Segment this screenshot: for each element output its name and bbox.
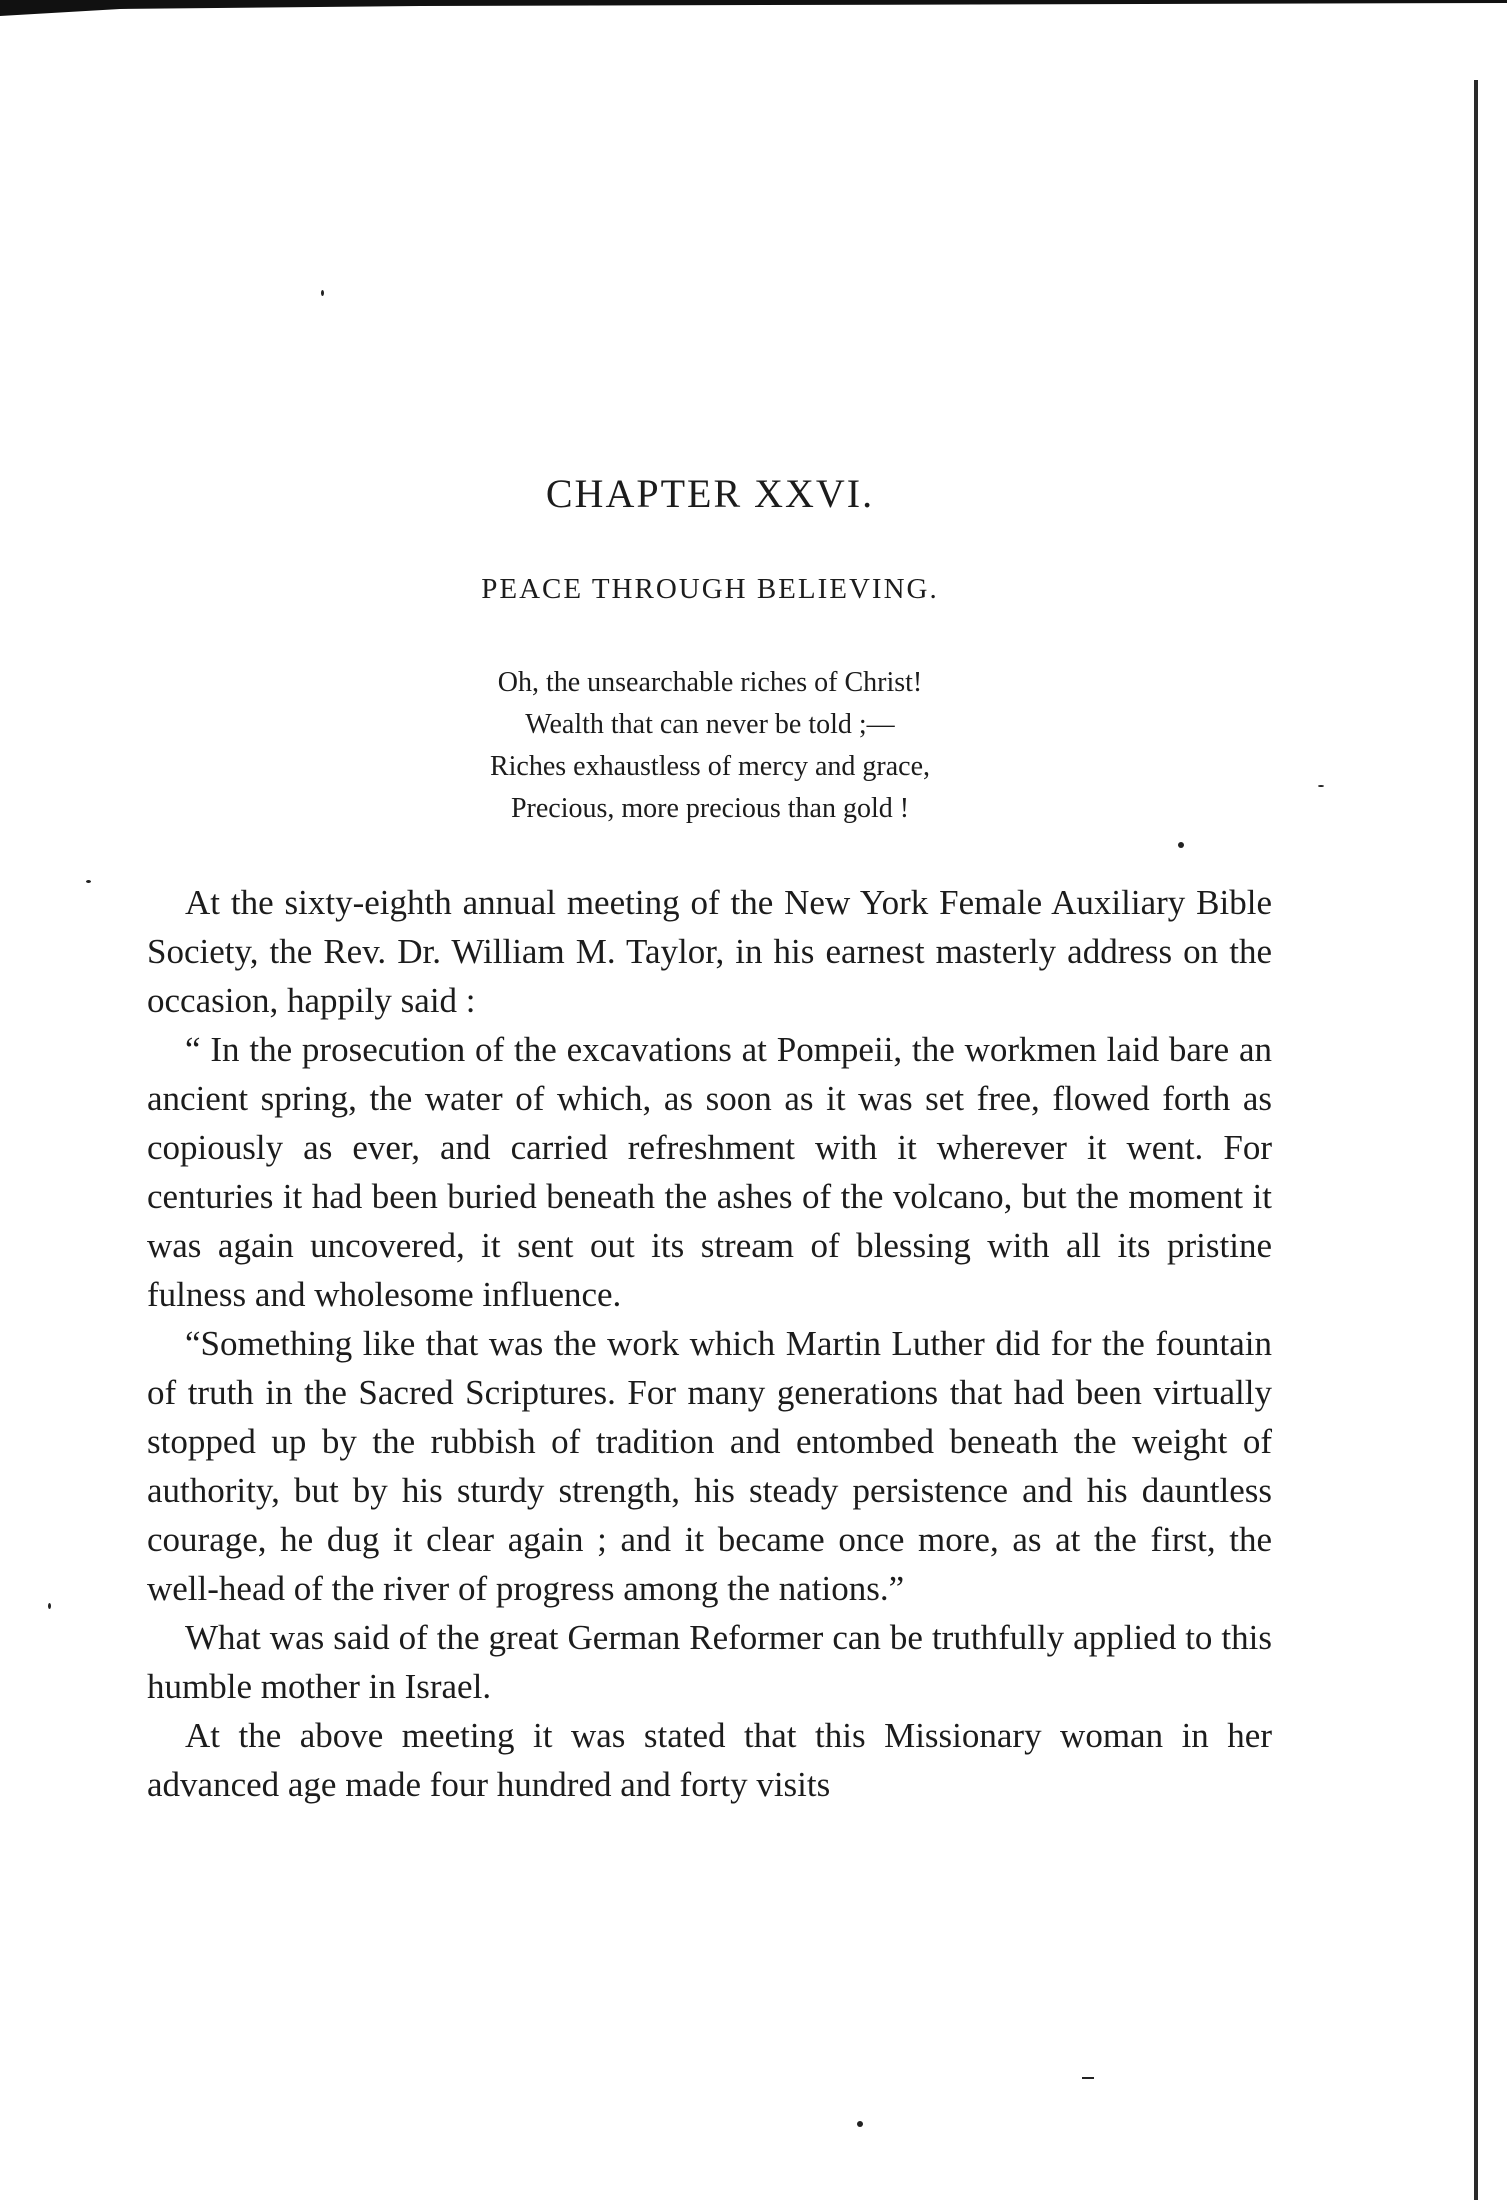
epigraph (0, 662, 1420, 830)
scan-speck (86, 880, 91, 883)
paragraph: At the above meeting it was stated that this Missionary woman in her advanced age made four hundred and forty visits (147, 1716, 1272, 1804)
scan-speck (1178, 842, 1184, 848)
body-text (147, 878, 1272, 1809)
paragraph: At the sixty-eighth annual meeting of the New York Female Auxiliary Bible Society, the Rev. Dr. William M. Taylor, in his earnest masterly address on the occasion, happily said : (147, 883, 1272, 1020)
scan-speck (857, 2121, 863, 2127)
epigraph-line: Wealth that can never be told ;— (525, 709, 895, 740)
paragraph: What was said of the great German Reformer can be truthfully applied to this humble mother in Israel. (147, 1618, 1272, 1706)
paragraph: “Something like that was the work which Martin Luther did for the fountain of truth in the Sacred Scriptures. For many generations that had been virtually stopped up by the rubbish of tradition and entombed beneath the weight of authority, but by his sturdy strength, his steady persistence and his dauntless courage, he dug it clear again ; and it became once more, as at the first, the well-head of the river of progress among the nations.” (147, 1324, 1272, 1608)
scan-top-edge (0, 0, 1507, 16)
epigraph-line: Riches exhaustless of mercy and grace, (489, 751, 931, 782)
scan-speck (1082, 2077, 1094, 2079)
epigraph-line: Oh, the unsearchable riches of Christ! (497, 667, 923, 698)
scan-speck (48, 1603, 51, 1609)
chapter-subtitle: PEACE THROUGH BELIEVING. (481, 573, 939, 605)
paragraph: “ In the prosecution of the excavations at Pompeii, the workmen laid bare an ancient spring, the water of which, as soon as it was set free, flowed forth as copiously as ever, and carried refreshment with it wherever it went. For centuries it had been buried beneath the ashes of the volcano, but the moment it was again uncovered, it sent out its stream of blessing with all its pristine fulness and wholesome influence. (147, 1030, 1272, 1314)
epigraph-line: Precious, more precious than gold ! (510, 793, 910, 824)
scan-right-edge (1474, 80, 1478, 2200)
scan-speck (321, 290, 324, 296)
chapter-title: CHAPTER XXVI. (545, 471, 875, 516)
